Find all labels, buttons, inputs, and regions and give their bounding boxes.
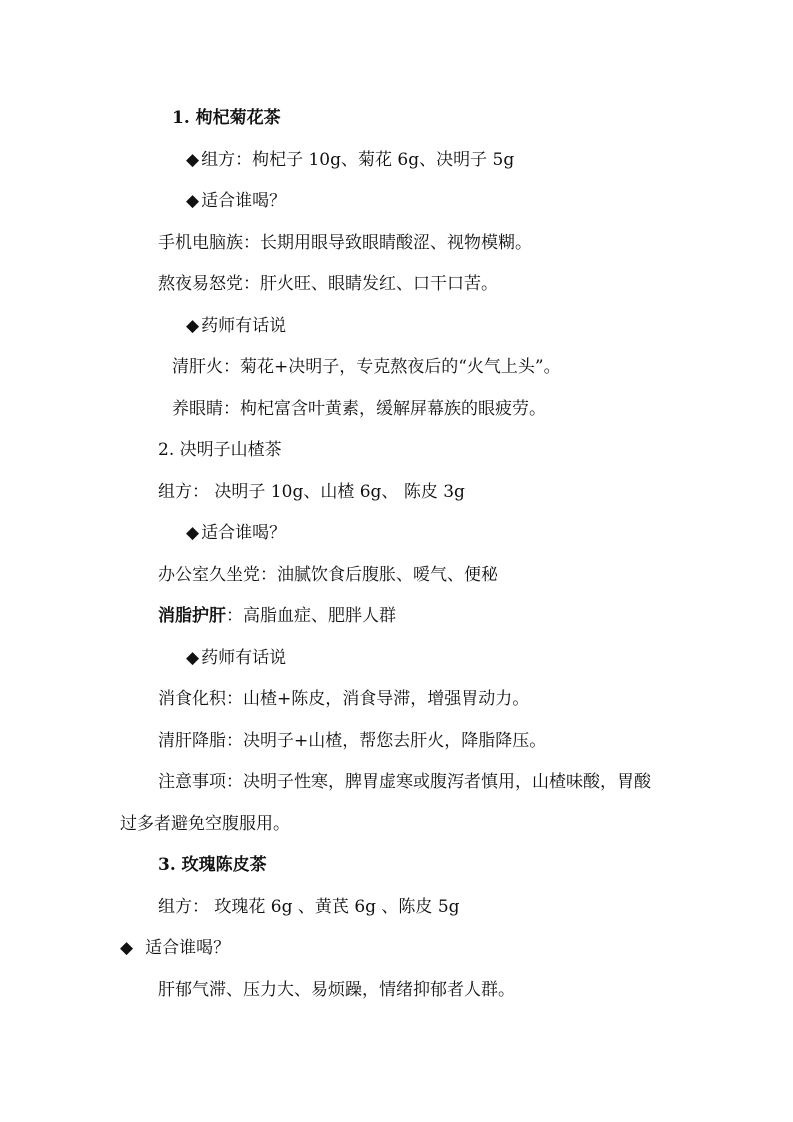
diamond-bullet-icon: ◆ [186, 150, 200, 170]
diamond-bullet-icon: ◆ [186, 191, 200, 211]
section-2-formula: 组方： 决明子 10g、山楂 6g、 陈皮 3g [158, 482, 465, 502]
section-2-pharm-2: 清肝降脂：决明子+山楂，帮您去肝火，降脂降压。 [158, 731, 547, 751]
section-1-pharm-heading [186, 314, 286, 338]
section-3-who-heading [120, 936, 230, 960]
diamond-bullet-icon: ◆ [186, 648, 200, 668]
diamond-bullet-icon: ◆ [186, 316, 200, 336]
section-3-title: 3. 玫瑰陈皮茶 [158, 855, 267, 875]
rest-text: ：高脂血症、肥胖人群 [226, 606, 396, 626]
bold-label: 消脂护肝 [158, 606, 226, 626]
section-3-formula: 组方： 玫瑰花 6g 、黄芪 6g 、陈皮 5g [158, 897, 460, 917]
section-2-pharm-heading [186, 646, 286, 670]
section-3-who-1: 肝郁气滞、压力大、易烦躁，情绪抑郁者人群。 [158, 980, 515, 1000]
section-2-pharm-1: 消食化积：山楂+陈皮，消食导滞，增强胃动力。 [158, 689, 530, 709]
heading-text: 药师有话说 [201, 316, 287, 336]
formula-text: 组方：枸杞子 10g、菊花 6g、决明子 5g [201, 150, 515, 170]
section-2-note-2: 过多者避免空腹服用。 [120, 814, 290, 834]
section-1-pharm-2: 养眼睛：枸杞富含叶黄素，缓解屏幕族的眼疲劳。 [172, 399, 546, 419]
section-1-title: 1. 枸杞菊花茶 [172, 108, 281, 128]
section-2-who-1: 办公室久坐党：油腻饮食后腹胀、嗳气、便秘 [158, 565, 498, 585]
section-1-pharm-1: 清肝火：菊花+决明子，专克熬夜后的“火气上头”。 [172, 357, 561, 377]
heading-text: 药师有话说 [201, 648, 287, 668]
section-1-who-heading [186, 189, 286, 213]
section-2-title: 2. 决明子山楂茶 [158, 440, 282, 460]
heading-text: 适合谁喝？ [201, 523, 287, 543]
diamond-bullet-icon: ◆ [186, 523, 200, 543]
section-1-formula [186, 148, 514, 172]
heading-text: 适合谁喝？ [201, 191, 287, 211]
section-1-who-2: 熬夜易怒党：肝火旺、眼睛发红、口干口苦。 [158, 274, 498, 294]
section-1-who-1: 手机电脑族：长期用眼导致眼睛酸涩、视物模糊。 [158, 233, 532, 253]
diamond-bullet-icon: ◆ [120, 938, 134, 958]
section-2-note-1: 注意事项：决明子性寒，脾胃虚寒或腹泻者慎用，山楂味酸，胃酸 [158, 772, 651, 792]
heading-text: 适合谁喝？ [145, 938, 231, 958]
section-2-who-heading [186, 521, 286, 545]
section-2-who-2 [158, 604, 396, 628]
